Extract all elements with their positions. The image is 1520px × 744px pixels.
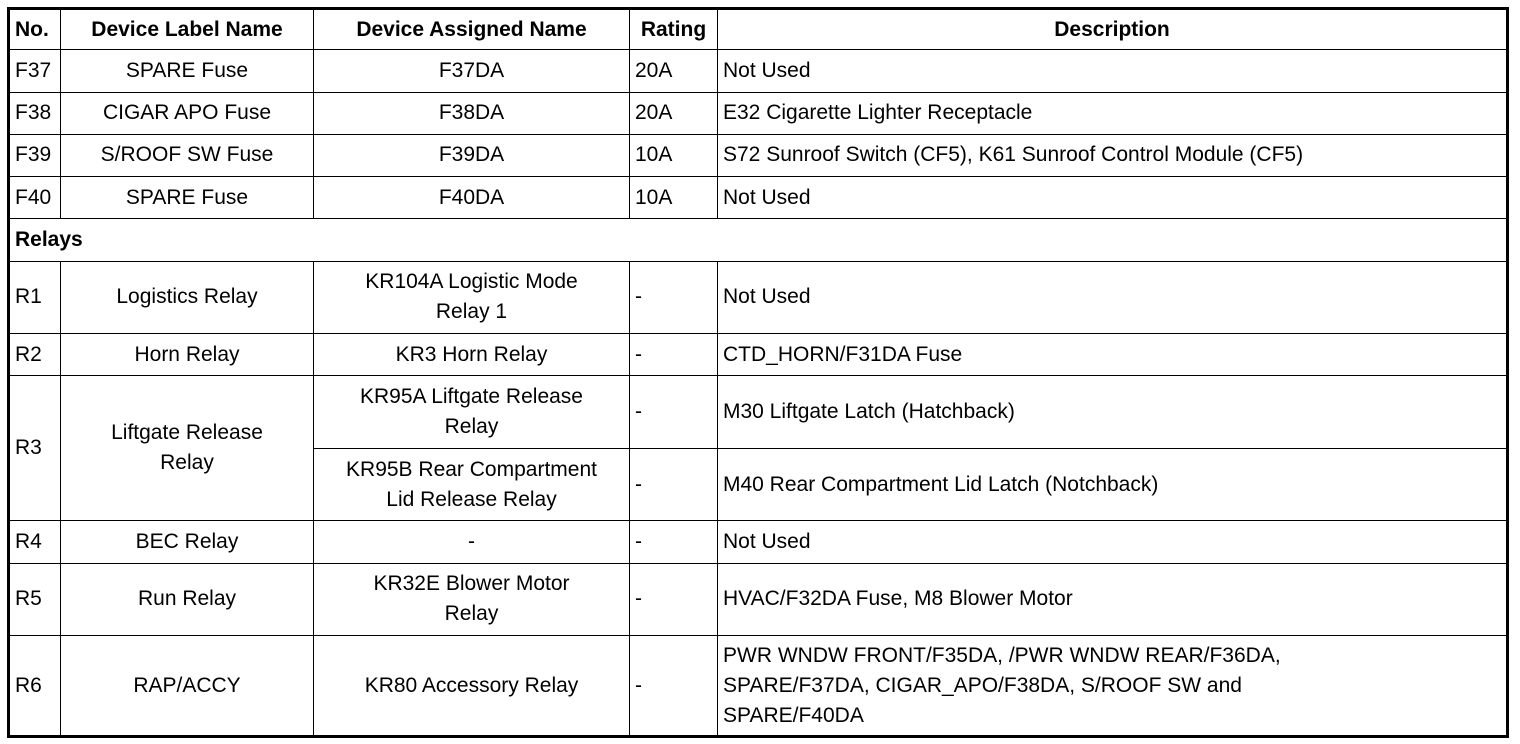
cell-description-line: SPARE/F37DA, CIGAR_APO/F38DA, S/ROOF SW and [723,673,1242,697]
table-row [9,134,1508,176]
cell-no: R3 [9,376,61,521]
cell-label: SPARE Fuse [61,177,314,219]
cell-assigned [314,261,630,333]
cell-label: SPARE Fuse [61,50,314,92]
cell-no: R2 [9,334,61,376]
section-title-relays: Relays [9,219,1508,261]
cell-assigned-line: Relay [444,415,499,439]
cell-description: Not Used [718,50,1508,92]
header-label: Device Label Name [61,9,314,50]
cell-assigned: KR80 Accessory Relay [314,636,630,737]
header-no: No. [9,9,61,50]
cell-no: F40 [9,177,61,219]
cell-assigned [314,376,630,448]
table-row [9,376,1508,448]
cell-description-line: SPARE/F40DA [723,703,864,727]
cell-assigned-line: Relay 1 [435,300,508,324]
cell-description: HVAC/F32DA Fuse, M8 Blower Motor [718,563,1508,635]
cell-no: F37 [9,50,61,92]
cell-description: Not Used [718,177,1508,219]
cell-label [61,376,314,521]
cell-rating: 20A [630,50,718,92]
cell-description: Not Used [718,261,1508,333]
table-row [9,92,1508,134]
cell-assigned-line: Lid Release Relay [386,487,557,511]
cell-label-line: Liftgate Release [111,421,263,445]
cell-description-line: PWR WNDW FRONT/F35DA, /PWR WNDW REAR/F36DA, [723,643,1281,667]
header-row [9,9,1508,50]
cell-no: F39 [9,134,61,176]
table-row [9,50,1508,92]
cell-assigned-line: Relay [444,602,499,626]
cell-no: R4 [9,521,61,563]
table-row [9,521,1508,563]
table-row [9,334,1508,376]
cell-assigned-line: KR104A Logistic Mode [365,270,578,294]
cell-description: Not Used [718,521,1508,563]
table-row [9,177,1508,219]
table-row [9,636,1508,737]
cell-description [718,636,1508,737]
cell-assigned: KR3 Horn Relay [314,334,630,376]
header-description: Description [718,9,1508,50]
cell-assigned: F40DA [314,177,630,219]
cell-no: R1 [9,261,61,333]
fuse-relay-table [7,7,1509,738]
cell-no: R5 [9,563,61,635]
cell-rating: 20A [630,92,718,134]
cell-description: M30 Liftgate Latch (Hatchback) [718,376,1508,448]
cell-label: CIGAR APO Fuse [61,92,314,134]
cell-rating: - [630,334,718,376]
cell-rating: 10A [630,134,718,176]
cell-assigned [314,563,630,635]
cell-label: Logistics Relay [61,261,314,333]
cell-assigned-line: KR95A Liftgate Release [360,385,583,409]
header-assigned: Device Assigned Name [314,9,630,50]
cell-label: RAP/ACCY [61,636,314,737]
cell-rating: - [630,448,718,520]
cell-label-line: Relay [160,451,214,475]
cell-assigned [314,448,630,520]
cell-rating: 10A [630,177,718,219]
cell-no: F38 [9,92,61,134]
cell-assigned-line: KR32E Blower Motor [373,572,570,596]
cell-assigned-line: KR95B Rear Compartment [346,457,597,481]
cell-rating: - [630,636,718,737]
cell-rating: - [630,261,718,333]
cell-rating: - [630,563,718,635]
cell-label: BEC Relay [61,521,314,563]
cell-description: CTD_HORN/F31DA Fuse [718,334,1508,376]
cell-label: Horn Relay [61,334,314,376]
cell-label: Run Relay [61,563,314,635]
section-row-relays [9,219,1508,261]
table-row [9,261,1508,333]
cell-description: S72 Sunroof Switch (CF5), K61 Sunroof Control Module (CF5) [718,134,1508,176]
cell-rating: - [630,376,718,448]
header-rating: Rating [630,9,718,50]
table-row [9,563,1508,635]
cell-assigned: F37DA [314,50,630,92]
cell-assigned: - [314,521,630,563]
cell-description: M40 Rear Compartment Lid Latch (Notchback) [718,448,1508,520]
cell-description: E32 Cigarette Lighter Receptacle [718,92,1508,134]
cell-no: R6 [9,636,61,737]
cell-assigned: F38DA [314,92,630,134]
cell-rating: - [630,521,718,563]
cell-assigned: F39DA [314,134,630,176]
cell-label: S/ROOF SW Fuse [61,134,314,176]
